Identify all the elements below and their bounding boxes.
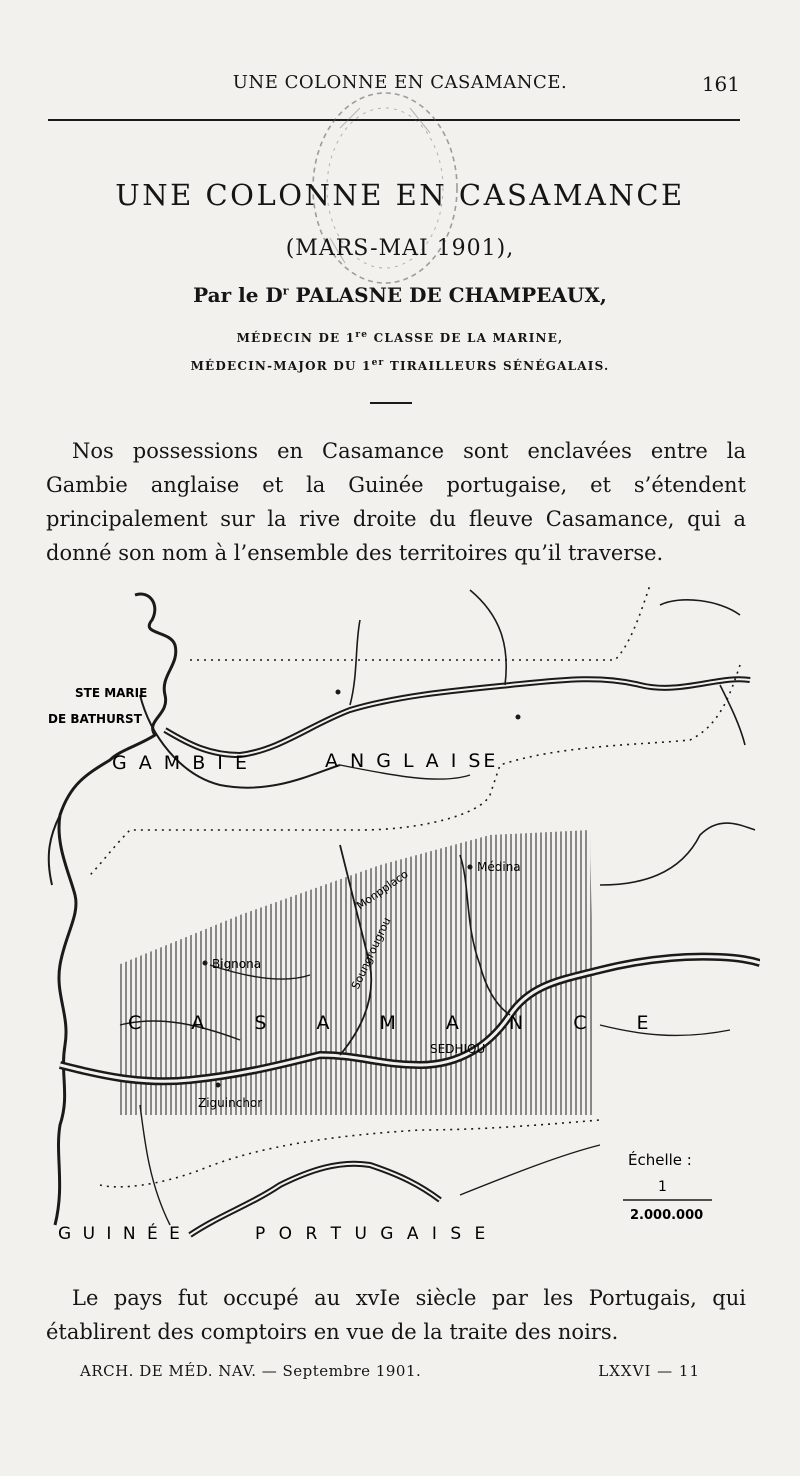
page-footer <box>80 1362 740 1386</box>
footer-signature: LXXVI — 11 <box>598 1362 700 1380</box>
byline-sup: r <box>282 284 289 298</box>
label-portugaise: P O R T U G A I S E <box>255 1224 490 1244</box>
label-soungrougrou: Soungrougrou <box>348 915 394 992</box>
town-marker <box>336 690 341 695</box>
author-rank-2 <box>60 358 740 373</box>
scale-denominator: 2.000.000 <box>630 1208 704 1223</box>
rank1-text-b: CLASSE DE LA MARINE, <box>368 331 564 345</box>
town-marker-bignona <box>203 961 208 966</box>
paragraph-2: Le pays fut occupé au xvIe siècle par les Portugais, qui établirent des comptoirs en vue de la traite des noirs. <box>46 1286 746 1344</box>
rank1-text-a: MÉDECIN DE 1 <box>236 331 356 345</box>
town-marker <box>516 715 521 720</box>
byline-prefix: Par le D <box>193 283 283 307</box>
label-ste-marie: STE MARIE <box>75 686 148 700</box>
paragraph-1: Nos possessions en Casamance sont enclavées entre la Gambie anglaise et la Guinée portugaise, et s’étendent principalement sur la rive droite du fleuve Casamance, qui a donné son nom à l’ensemble des territoires qu’il traverse. <box>46 439 746 565</box>
casamance-map <box>40 585 760 1255</box>
guinea-border <box>100 1120 600 1187</box>
label-ziguinchor: Ziguinchor <box>198 1096 263 1110</box>
scale-numerator: 1 <box>658 1179 667 1195</box>
section-rule <box>370 402 412 404</box>
label-anglaise: A N G L A I SE <box>325 750 499 772</box>
article-subtitle: (MARS-MAI 1901), <box>285 236 515 261</box>
label-casamance: C A S A M A N C E <box>128 1012 671 1034</box>
label-bathurst: DE BATHURST <box>48 712 142 726</box>
label-monpplaco: Monpplaco <box>354 867 411 913</box>
rank1-sup: re <box>355 330 369 340</box>
page-number: 161 <box>701 72 740 96</box>
article-title: UNE COLONNE EN CASAMANCE <box>115 178 685 212</box>
label-medina: Médina <box>477 860 521 874</box>
label-guinee: G U I N É E <box>58 1224 183 1244</box>
rank2-text-b: TIRAILLEURS SÉNÉGALAIS. <box>384 359 610 373</box>
map-scale <box>623 1150 712 1223</box>
scale-title: Échelle : <box>628 1151 692 1169</box>
town-marker-medina <box>468 865 473 870</box>
running-head-title: UNE COLONNE EN CASAMANCE. <box>232 72 568 93</box>
footer-source: ARCH. DE MÉD. NAV. — Septembre 1901. <box>80 1362 422 1380</box>
rank2-text-a: MÉDECIN-MAJOR DU 1 <box>190 359 372 373</box>
author-byline <box>60 283 740 307</box>
label-gambie: G A M B I E <box>112 752 250 774</box>
rank2-sup: er <box>371 358 385 368</box>
author-name: PALASNE DE CHAMPEAUX, <box>288 283 607 307</box>
label-sedhiou: SEDHIOU <box>430 1042 486 1056</box>
label-bignona: Bignona <box>212 957 262 971</box>
town-marker-ziguinchor <box>216 1083 221 1088</box>
author-rank-1 <box>60 330 740 345</box>
gambia-north-border <box>190 585 650 660</box>
